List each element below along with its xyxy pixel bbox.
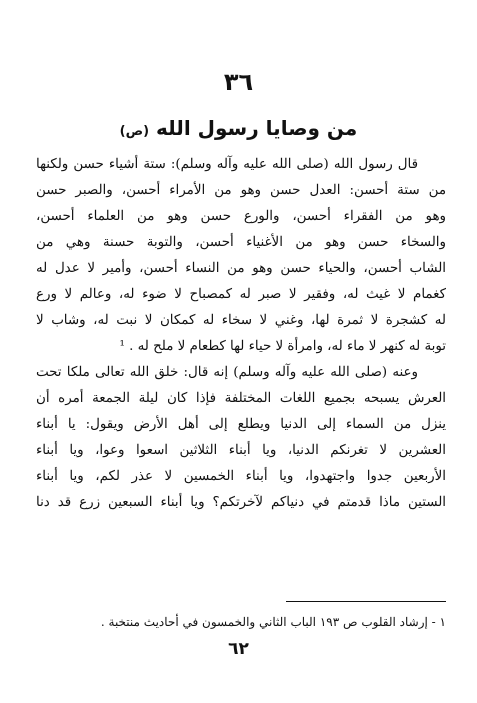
paragraph-1 — [36, 152, 446, 360]
text-line: العرش يسبحه بجميع اللغات المختلفة فإذا كان ليلة الجمعة أمره أن — [36, 391, 446, 406]
text-line: والسخاء حسن وهو من الأغنياء أحسن، والتوبة حسنة وهي من — [36, 235, 446, 250]
text-line: الأربعين جدوا واجتهدوا، ويا أبناء الخمسين لا عذر لكم، ويا أبناء — [36, 469, 446, 484]
text-line: من ستة أحسن: العدل حسن وهو من الأمراء أحسن، والصبر حسن — [36, 183, 446, 198]
paragraph-2 — [36, 360, 446, 516]
text-line: ينزل من السماء إلى الدنيا ويطلع إلى أهل الأرض ويقول: يا أبناء — [36, 417, 446, 432]
text-line: الستين ماذا قدمتم في دنياكم لآخرتكم؟ ويا أبناء السبعين زرع قد دنا — [36, 495, 446, 510]
text-line: له كشجرة لا ثمرة لها، وغني لا سخاء له كمكان لا نبت له، وشاب لا — [36, 313, 446, 328]
text-line: كغمام لا غيث له، وفقير لا صبر له كمصباح لا ضوء له، وعالم لا ورع — [36, 287, 446, 302]
footnote: ١ - إرشاد القلوب ص ١٩٣ الباب الثاني والخمسون في أحاديث منتخبة . — [100, 615, 446, 629]
title-text: من وصايا رسول الله — [156, 116, 358, 140]
page-title — [0, 114, 477, 146]
text-line: توبة له كنهر لا ماء له، وامرأة لا حياء لها كطعام لا ملح له . ¹ — [119, 339, 446, 354]
page-number: ٦٢ — [228, 639, 249, 659]
title-honorific: (ص) — [119, 124, 150, 139]
section-number: ٣٦ — [223, 68, 254, 96]
text-line: الشاب أحسن، والحياء حسن وهو من النساء أحسن، وأمير لا عدل له — [36, 261, 446, 276]
text-line: وعنه (صلى الله عليه وآله وسلم) إنه قال: خلق الله تعالى ملكا تحت — [36, 365, 418, 380]
text-line: العشرين لا تغرنكم الدنيا، ويا أبناء الثلاثين اسعوا وعوا، ويا أبناء — [36, 443, 446, 458]
body-text — [36, 152, 446, 516]
text-line: وهو من الفقراء أحسن، والورع حسن وهو من العلماء أحسن، — [36, 209, 446, 224]
footnote-divider — [286, 601, 446, 602]
text-line: قال رسول الله (صلى الله عليه وآله وسلم): ستة أشياء حسن ولكنها — [36, 157, 418, 172]
